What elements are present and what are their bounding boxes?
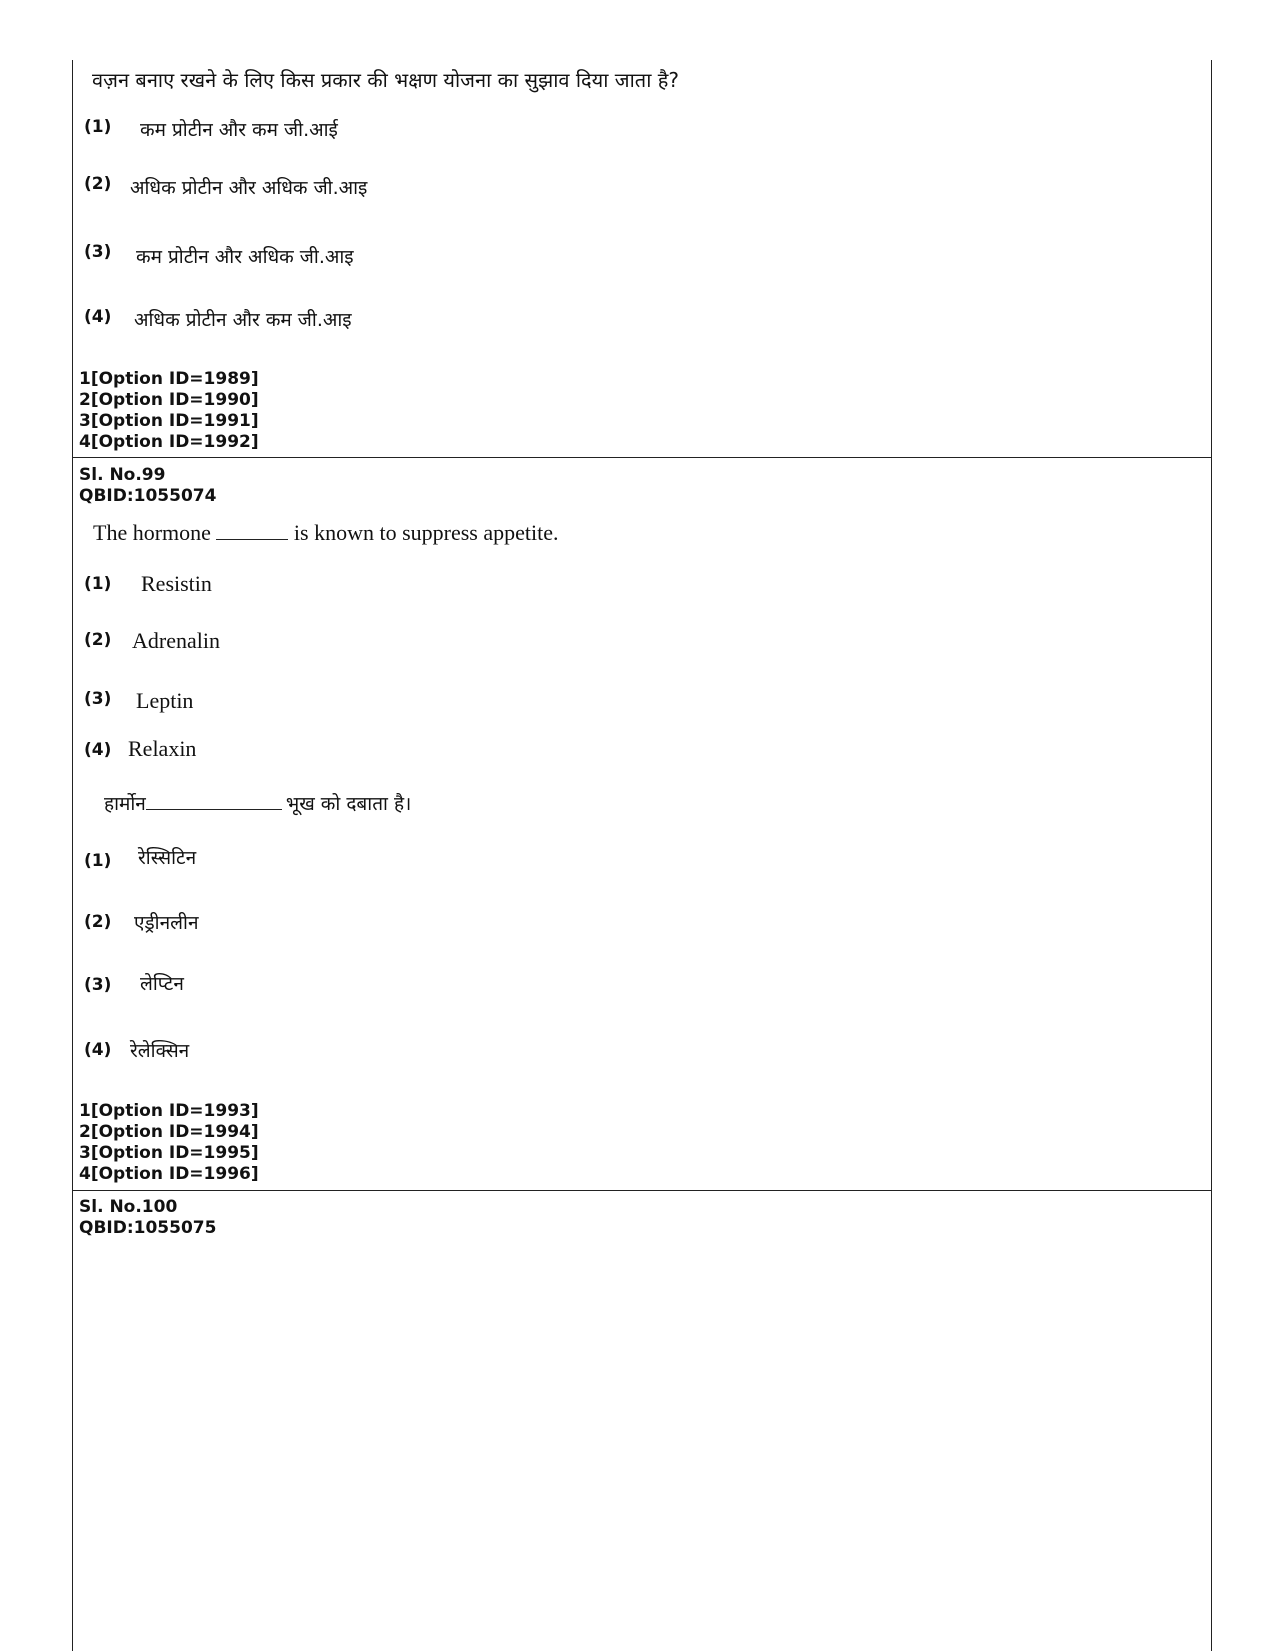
q99-en-option-4-text: Relaxin	[128, 736, 197, 761]
q99-en-option-1-text: Resistin	[141, 571, 212, 596]
question-divider	[72, 1190, 1212, 1191]
q99-en-option-3-text: Leptin	[136, 688, 194, 713]
q99-hi-option-3-number: (3)	[84, 975, 112, 995]
q99-question-text-before: The hormone	[93, 520, 211, 545]
q98-option-1-number: (1)	[84, 117, 112, 137]
q99-hi-option-2-number: (2)	[84, 912, 112, 932]
q98-option-1-text: कम प्रोटीन और कम जी.आई	[140, 119, 338, 141]
q99-answer-blank	[216, 539, 288, 540]
q99-hindi-answer-blank	[146, 809, 282, 810]
q98-option-id-2: 2[Option ID=1990]	[79, 390, 259, 410]
q99-qbid: QBID:1055074	[79, 486, 217, 506]
q98-option-id-3: 3[Option ID=1991]	[79, 411, 259, 431]
q99-en-option-3-number: (3)	[84, 689, 112, 709]
q99-option-id-1: 1[Option ID=1993]	[79, 1101, 259, 1121]
q100-qbid: QBID:1055075	[79, 1218, 217, 1238]
q98-option-4-number: (4)	[84, 307, 112, 327]
q99-serial-number: Sl. No.99	[79, 465, 166, 485]
q99-english-question	[93, 520, 559, 546]
question-98-hindi-text: वज़न बनाए रखने के लिए किस प्रकार की भक्षण योजना का सुझाव दिया जाता है?	[92, 68, 679, 92]
q99-question-text-after: is known to suppress appetite.	[293, 520, 559, 545]
q99-en-option-2-number: (2)	[84, 630, 112, 650]
q99-hi-option-1-text: रेस्सिटिन	[138, 847, 197, 869]
q99-en-option-2-text: Adrenalin	[132, 628, 220, 653]
q98-option-3-text: कम प्रोटीन और अधिक जी.आइ	[136, 246, 354, 268]
q98-option-3-number: (3)	[84, 242, 112, 262]
q98-option-id-1: 1[Option ID=1989]	[79, 369, 259, 389]
page-frame	[72, 60, 1212, 1651]
q99-en-option-4-number: (4)	[84, 740, 112, 760]
q99-hindi-text-after: भूख को दबाता है।	[285, 793, 412, 815]
q98-option-id-4: 4[Option ID=1992]	[79, 432, 259, 452]
question-divider	[72, 457, 1212, 458]
q99-option-id-2: 2[Option ID=1994]	[79, 1122, 259, 1142]
q99-hi-option-2-text: एड्रीनलीन	[134, 912, 199, 934]
q100-serial-number: Sl. No.100	[79, 1197, 178, 1217]
q99-hindi-text-before: हार्मोन	[104, 793, 146, 815]
q98-option-2-text: अधिक प्रोटीन और अधिक जी.आइ	[130, 177, 368, 199]
q99-en-option-1-number: (1)	[84, 574, 112, 594]
q98-option-2-number: (2)	[84, 174, 112, 194]
q99-hindi-question	[104, 790, 411, 816]
q99-hi-option-4-text: रेलेक्सिन	[130, 1040, 190, 1062]
q99-hi-option-3-text: लेप्टिन	[140, 973, 184, 995]
q99-hi-option-1-number: (1)	[84, 851, 112, 871]
q99-option-id-4: 4[Option ID=1996]	[79, 1164, 259, 1184]
q99-option-id-3: 3[Option ID=1995]	[79, 1143, 259, 1163]
q99-hi-option-4-number: (4)	[84, 1040, 112, 1060]
q98-option-4-text: अधिक प्रोटीन और कम जी.आइ	[134, 309, 352, 331]
